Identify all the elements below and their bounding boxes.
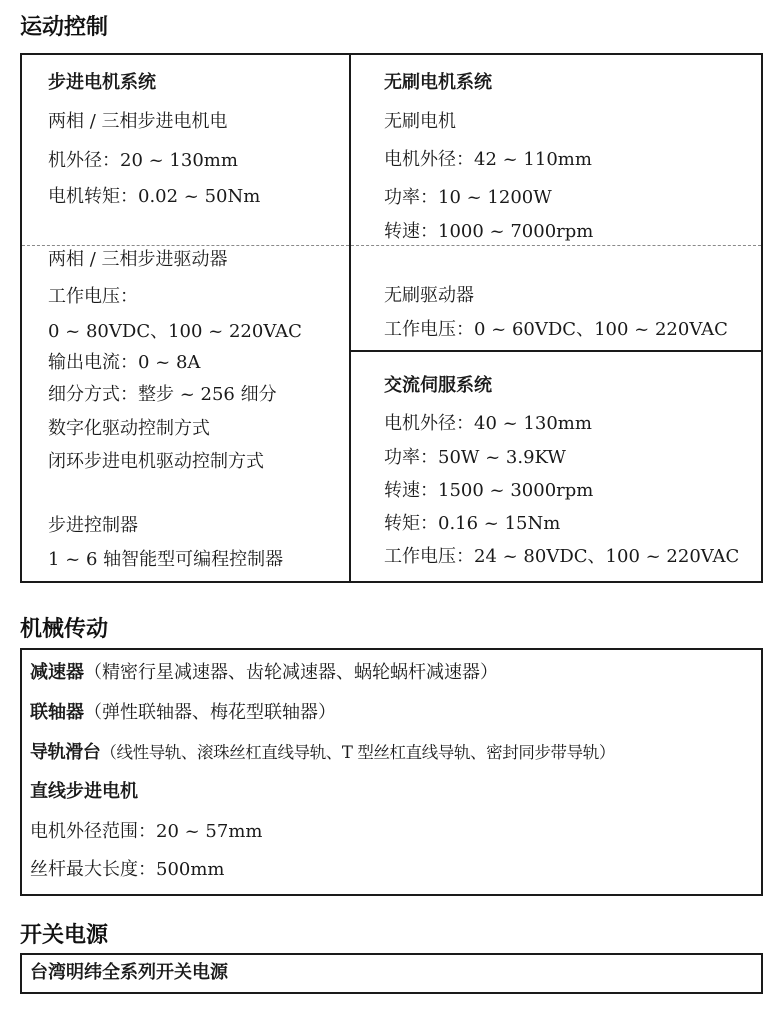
- brushless-driver-line: 工作电压：0 ~ 60VDC、100 ~ 220VAC: [384, 319, 728, 340]
- servo-system-line: 转矩：0.16 ~ 15Nm: [384, 513, 561, 534]
- brushless-system-line: 转速：1000 ~ 7000rpm: [384, 221, 594, 242]
- servo-system-line: 转速：1500 ~ 3000rpm: [384, 480, 594, 501]
- stepper-driver-line: 两相 / 三相步进驱动器: [48, 249, 228, 270]
- section-title-motion-control: 运动控制: [20, 15, 109, 40]
- stepper-driver-line: 工作电压：: [48, 286, 138, 307]
- servo-system-heading: 交流伺服系统: [384, 375, 492, 396]
- coupling-label: 联轴器: [30, 702, 84, 723]
- servo-system-line: 功率：50W ~ 3.9KW: [384, 447, 566, 468]
- stepper-controller-line: 步进控制器: [48, 515, 138, 536]
- guide-rail-item: [30, 744, 615, 762]
- brushless-system-line: 电机外径：42 ~ 110mm: [384, 149, 592, 170]
- left-dashed-divider: [22, 245, 349, 246]
- linear-stepper-line: 电机外径范围：20 ~ 57mm: [30, 821, 263, 842]
- stepper-system-heading: 步进电机系统: [48, 72, 156, 93]
- brushless-system-heading: 无刷电机系统: [384, 72, 492, 93]
- servo-section-divider: [351, 350, 761, 352]
- guide-rail-detail: （线性导轨、滚珠丝杠直线导轨、T 型丝杠直线导轨、密封同步带导轨）: [100, 743, 615, 762]
- section-title-switching-power: 开关电源: [20, 923, 109, 948]
- stepper-driver-line: 0 ~ 80VDC、100 ~ 220VAC: [48, 321, 302, 342]
- stepper-controller-line: 1 ~ 6 轴智能型可编程控制器: [48, 549, 284, 570]
- stepper-driver-line: 输出电流：0 ~ 8A: [48, 352, 201, 373]
- guide-rail-label: 导轨滑台: [30, 742, 101, 763]
- stepper-driver-line: 细分方式：整步 ~ 256 细分: [48, 384, 277, 405]
- reducer-label: 减速器: [30, 662, 84, 683]
- stepper-driver-line: 闭环步进电机驱动控制方式: [48, 451, 264, 472]
- stepper-system-line: 电机转矩：0.02 ~ 50Nm: [48, 186, 261, 207]
- linear-stepper-heading: 直线步进电机: [30, 781, 138, 802]
- brushless-system-line: 功率：10 ~ 1200W: [384, 187, 552, 208]
- brushless-system-line: 无刷电机: [384, 111, 456, 132]
- brushless-driver-line: 无刷驱动器: [384, 285, 474, 306]
- stepper-system-line: 机外径：20 ~ 130mm: [48, 150, 238, 171]
- motion-control-box: [20, 53, 763, 583]
- coupling-detail: （弹性联轴器、梅花型联轴器）: [84, 702, 336, 723]
- reducer-detail: （精密行星减速器、齿轮减速器、蜗轮蜗杆减速器）: [84, 662, 498, 683]
- reducer-item: [30, 664, 498, 682]
- linear-stepper-line: 丝杆最大长度：500mm: [30, 859, 225, 880]
- right-dashed-divider: [351, 245, 761, 246]
- stepper-driver-line: 数字化驱动控制方式: [48, 418, 210, 439]
- servo-system-line: 工作电压：24 ~ 80VDC、100 ~ 220VAC: [384, 546, 740, 567]
- column-divider: [349, 53, 351, 583]
- coupling-item: [30, 704, 336, 722]
- switching-power-item: 台湾明纬全系列开关电源: [30, 962, 228, 983]
- stepper-system-line: 两相 / 三相步进电机电: [48, 111, 228, 132]
- section-title-mechanical-transmission: 机械传动: [20, 617, 109, 642]
- servo-system-line: 电机外径：40 ~ 130mm: [384, 413, 592, 434]
